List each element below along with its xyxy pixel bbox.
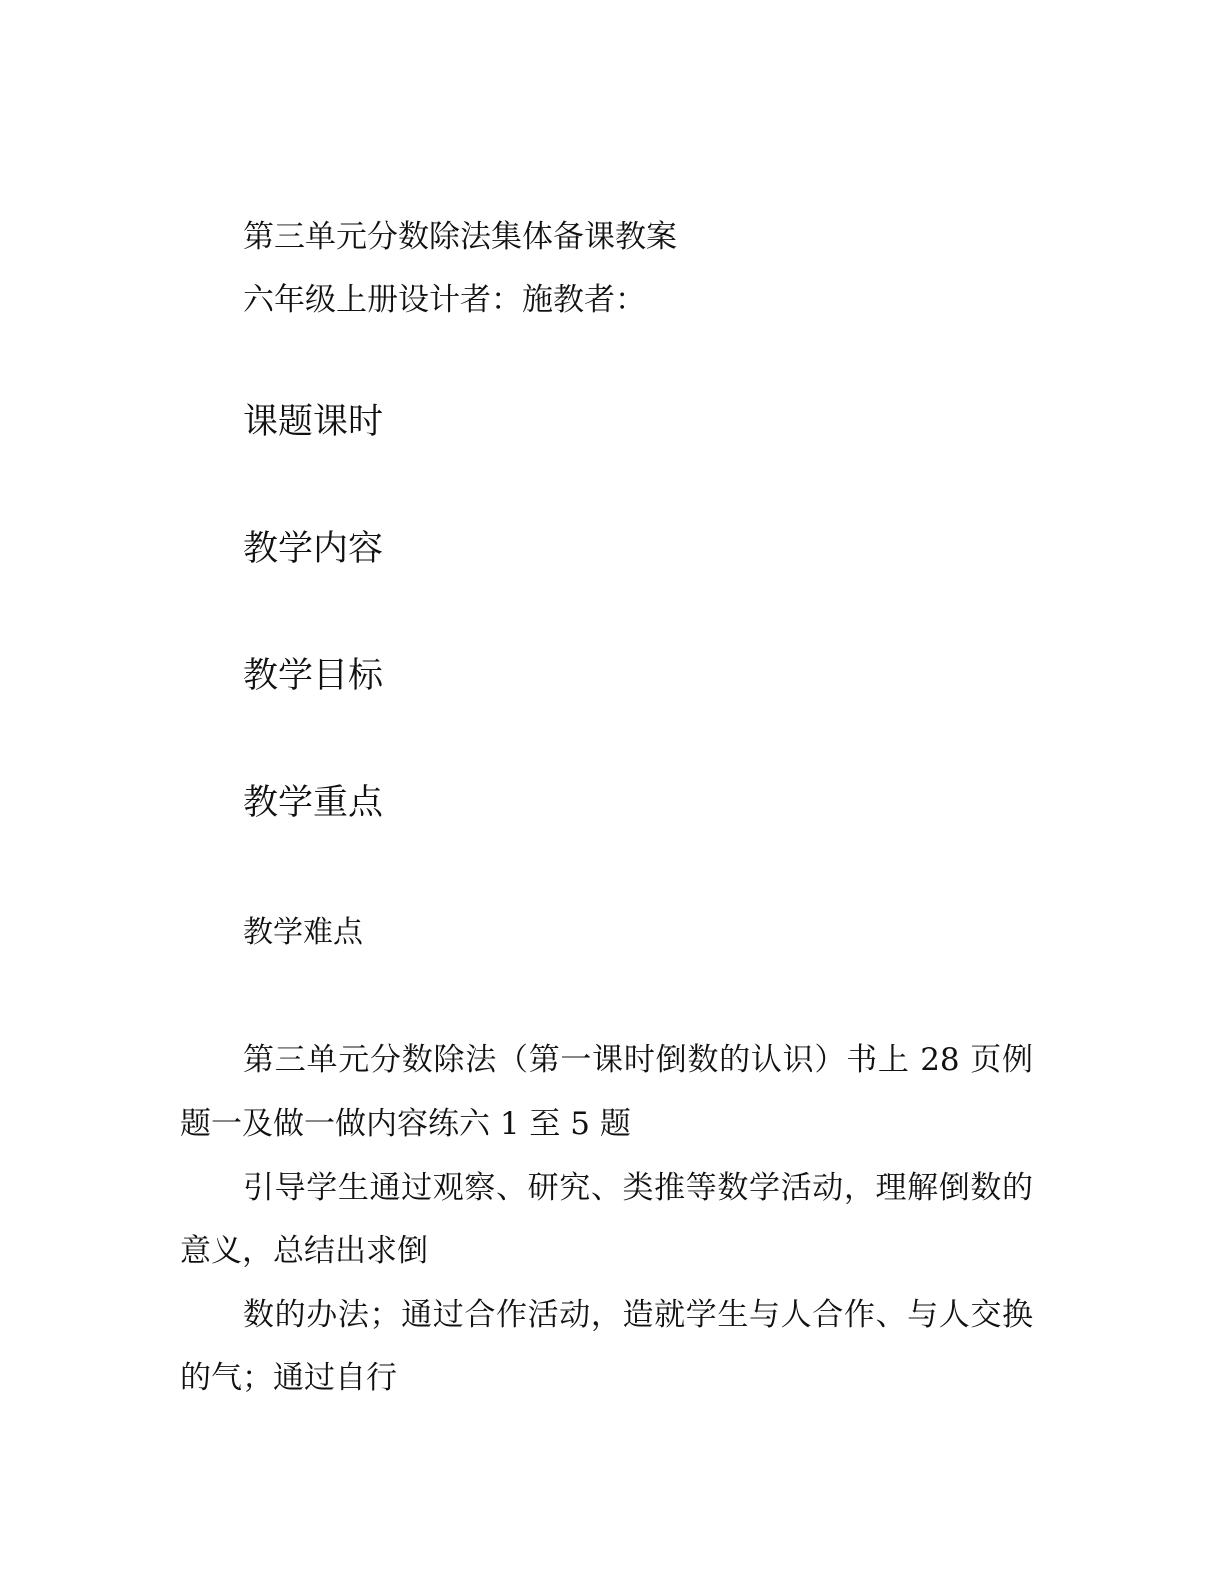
paragraph-1-line-1: 第三单元分数除法（第一课时倒数的认识）书上 28 页例 (243, 1042, 1033, 1078)
field-content: 教学内容 (243, 529, 384, 569)
paragraph-1-line-2: 题一及做一做内容练六 1 至 5 题 (180, 1106, 631, 1142)
field-difficulties: 教学难点 (243, 915, 363, 950)
paragraph-3-line-1: 数的办法；通过合作活动，造就学生与人合作、与人交换 (243, 1297, 1033, 1333)
paragraph-2-line-2: 意义，总结出求倒 (180, 1233, 428, 1269)
document-meta: 六年级上册设计者：施教者： (243, 282, 646, 318)
paragraph-2-line-1: 引导学生通过观察、研究、类推等数学活动，理解倒数的 (243, 1170, 1033, 1206)
document-title: 第三单元分数除法集体备课教案 (243, 219, 677, 255)
field-topic: 课题课时 (243, 402, 384, 442)
paragraph-3-line-2: 的气；通过自行 (180, 1360, 397, 1396)
field-key-points: 教学重点 (243, 783, 384, 823)
field-goals: 教学目标 (243, 656, 384, 696)
